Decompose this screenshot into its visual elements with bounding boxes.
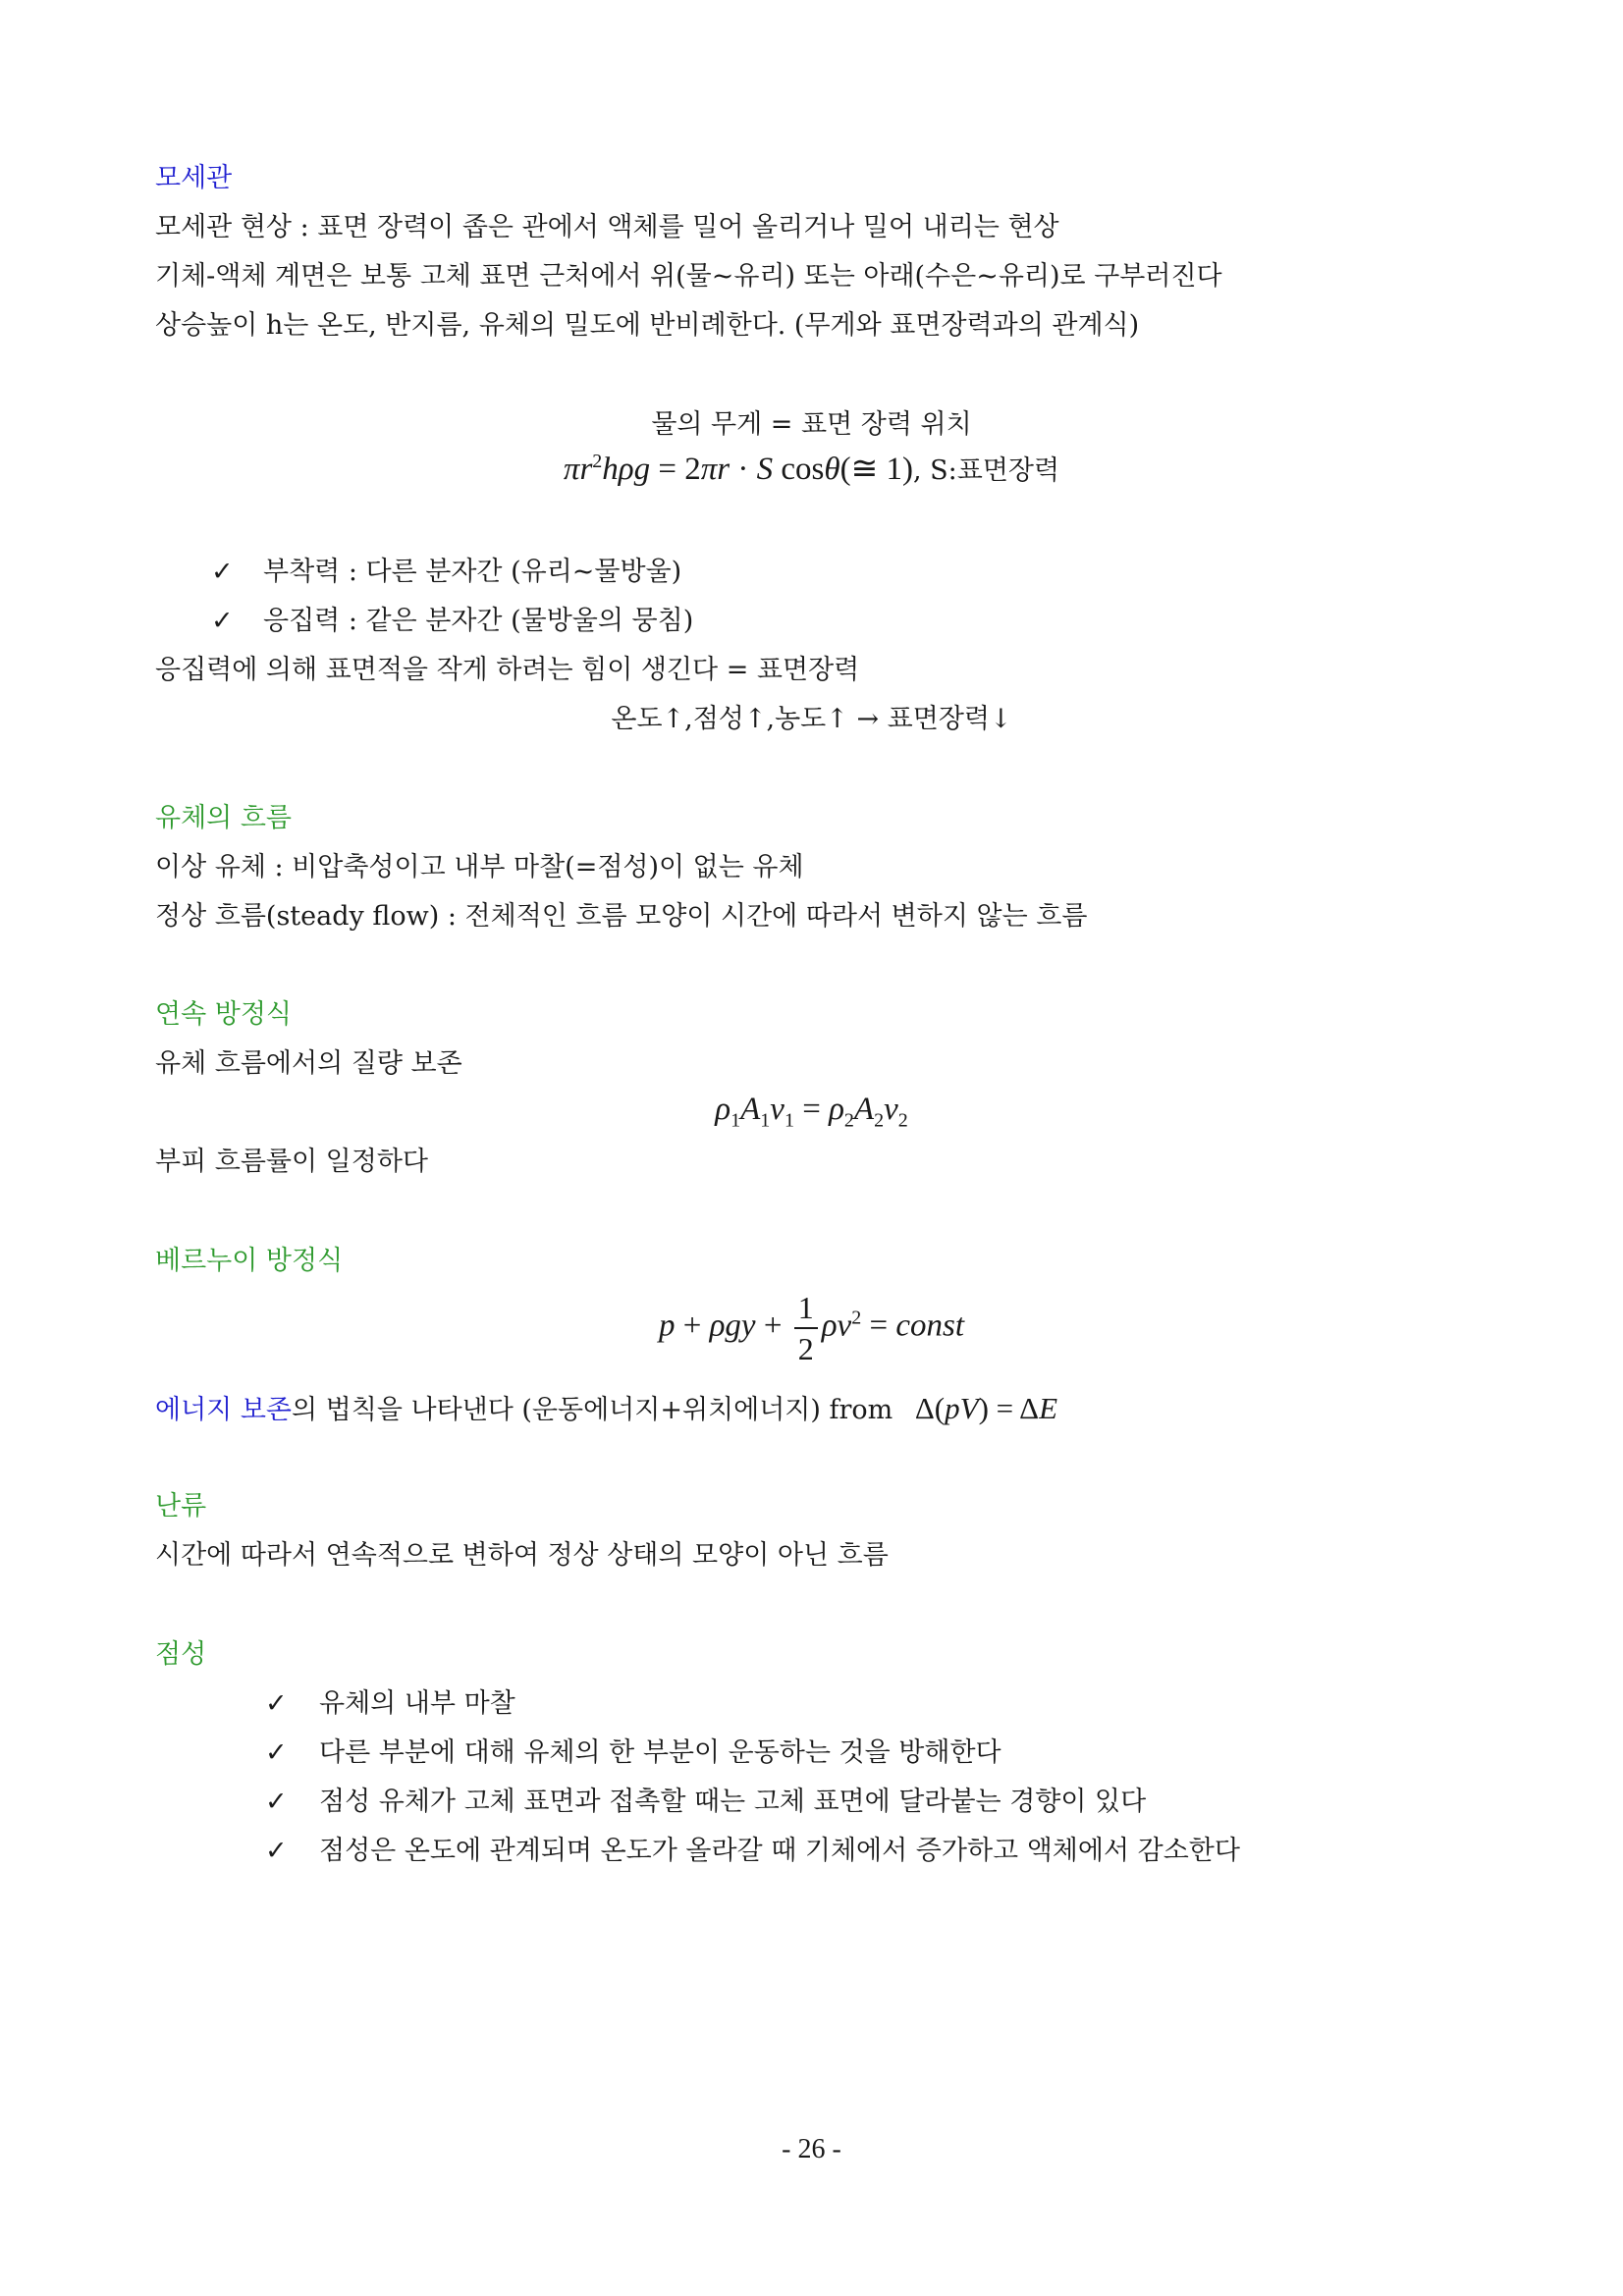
continuity-equation: $\rho_1A_1v_1 = \rho_2A_2v_2$ xyxy=(715,1092,908,1132)
energy-conservation-highlight: 에너지 보존 xyxy=(155,1395,292,1425)
capillary-line-4: 응집력에 의해 표면적을 작게 하려는 힘이 생긴다 = 표면장력 xyxy=(155,655,860,685)
viscosity-bullet-2: 다른 부분에 대해 유체의 한 부분이 운동하는 것을 방해한다 xyxy=(319,1737,1001,1768)
section-title-turbulence: 난류 xyxy=(155,1491,207,1522)
check-icon: ✓ xyxy=(265,1688,288,1719)
check-icon: ✓ xyxy=(211,606,234,636)
energy-equation: Δ(pV) = ΔE xyxy=(914,1391,1058,1425)
bernoulli-description-rest: 의 법칙을 나타낸다 (운동에너지+위치에너지) from xyxy=(292,1395,893,1425)
capillary-line-3: 상승높이 h는 온도, 반지름, 유체의 밀도에 반비례한다. (무게와 표면장력과의 관계식) xyxy=(155,310,1140,341)
section-title-viscosity: 점성 xyxy=(155,1639,207,1670)
section-title-flow: 유체의 흐름 xyxy=(155,803,292,833)
turbulence-line-1: 시간에 따라서 연속적으로 변하여 정상 상태의 모양이 아닌 흐름 xyxy=(155,1540,889,1571)
viscosity-bullet-3: 점성 유체가 고체 표면과 접촉할 때는 고체 표면에 달라붙는 경향이 있다 xyxy=(319,1787,1147,1817)
check-icon: ✓ xyxy=(265,1787,288,1817)
bernoulli-description xyxy=(155,1389,1057,1430)
flow-line-1: 이상 유체 : 비압축성이고 내부 마찰(=점성)이 없는 유체 xyxy=(155,852,804,882)
section-title-capillary: 모세관 xyxy=(155,163,233,193)
capillary-bullet-1: 부착력 : 다른 분자간 (유리~물방울) xyxy=(263,557,682,587)
surface-tension-trend: 온도↑,점성↑,농도↑ → 표면장력↓ xyxy=(611,704,1012,734)
continuity-line-1: 유체 흐름에서의 질량 보존 xyxy=(155,1048,462,1079)
flow-line-2: 정상 흐름(steady flow) : 전체적인 흐름 모양이 시간에 따라서 변하지 않는 흐름 xyxy=(155,901,1088,932)
capillary-equation-tail: , S:표면장력 xyxy=(912,455,1060,486)
capillary-equation-caption: 물의 무게 = 표면 장력 위치 xyxy=(651,409,972,440)
check-icon: ✓ xyxy=(265,1836,288,1866)
check-icon: ✓ xyxy=(211,557,234,587)
capillary-line-2: 기체-액체 계면은 보통 고체 표면 근처에서 위(물~유리) 또는 아래(수은~유리)로 구부러진다 xyxy=(155,261,1222,292)
bernoulli-equation: p + ρgy + $\frac{1}{2}$ $\rho v^2$ = const xyxy=(658,1290,965,1366)
capillary-equation: $\pi r^2h\rho g = 2\pi r \cdot S$ cosθ(≅ 1), S:표면장력 xyxy=(563,451,1060,487)
check-icon: ✓ xyxy=(265,1737,288,1768)
viscosity-bullet-1: 유체의 내부 마찰 xyxy=(319,1688,515,1719)
continuity-line-2: 부피 흐름률이 일정하다 xyxy=(155,1147,428,1177)
capillary-bullet-2: 응집력 : 같은 분자간 (물방울의 뭉침) xyxy=(263,606,694,636)
section-title-continuity: 연속 방정식 xyxy=(155,999,292,1030)
capillary-line-1: 모세관 현상 : 표면 장력이 좁은 관에서 액체를 밀어 올리거나 밀어 내리는 현상 xyxy=(155,212,1059,242)
section-title-bernoulli: 베르누이 방정식 xyxy=(155,1246,344,1276)
viscosity-bullet-4: 점성은 온도에 관계되며 온도가 올라갈 때 기체에서 증가하고 액체에서 감소한다 xyxy=(319,1836,1240,1866)
page-number: - 26 - xyxy=(782,2134,841,2164)
